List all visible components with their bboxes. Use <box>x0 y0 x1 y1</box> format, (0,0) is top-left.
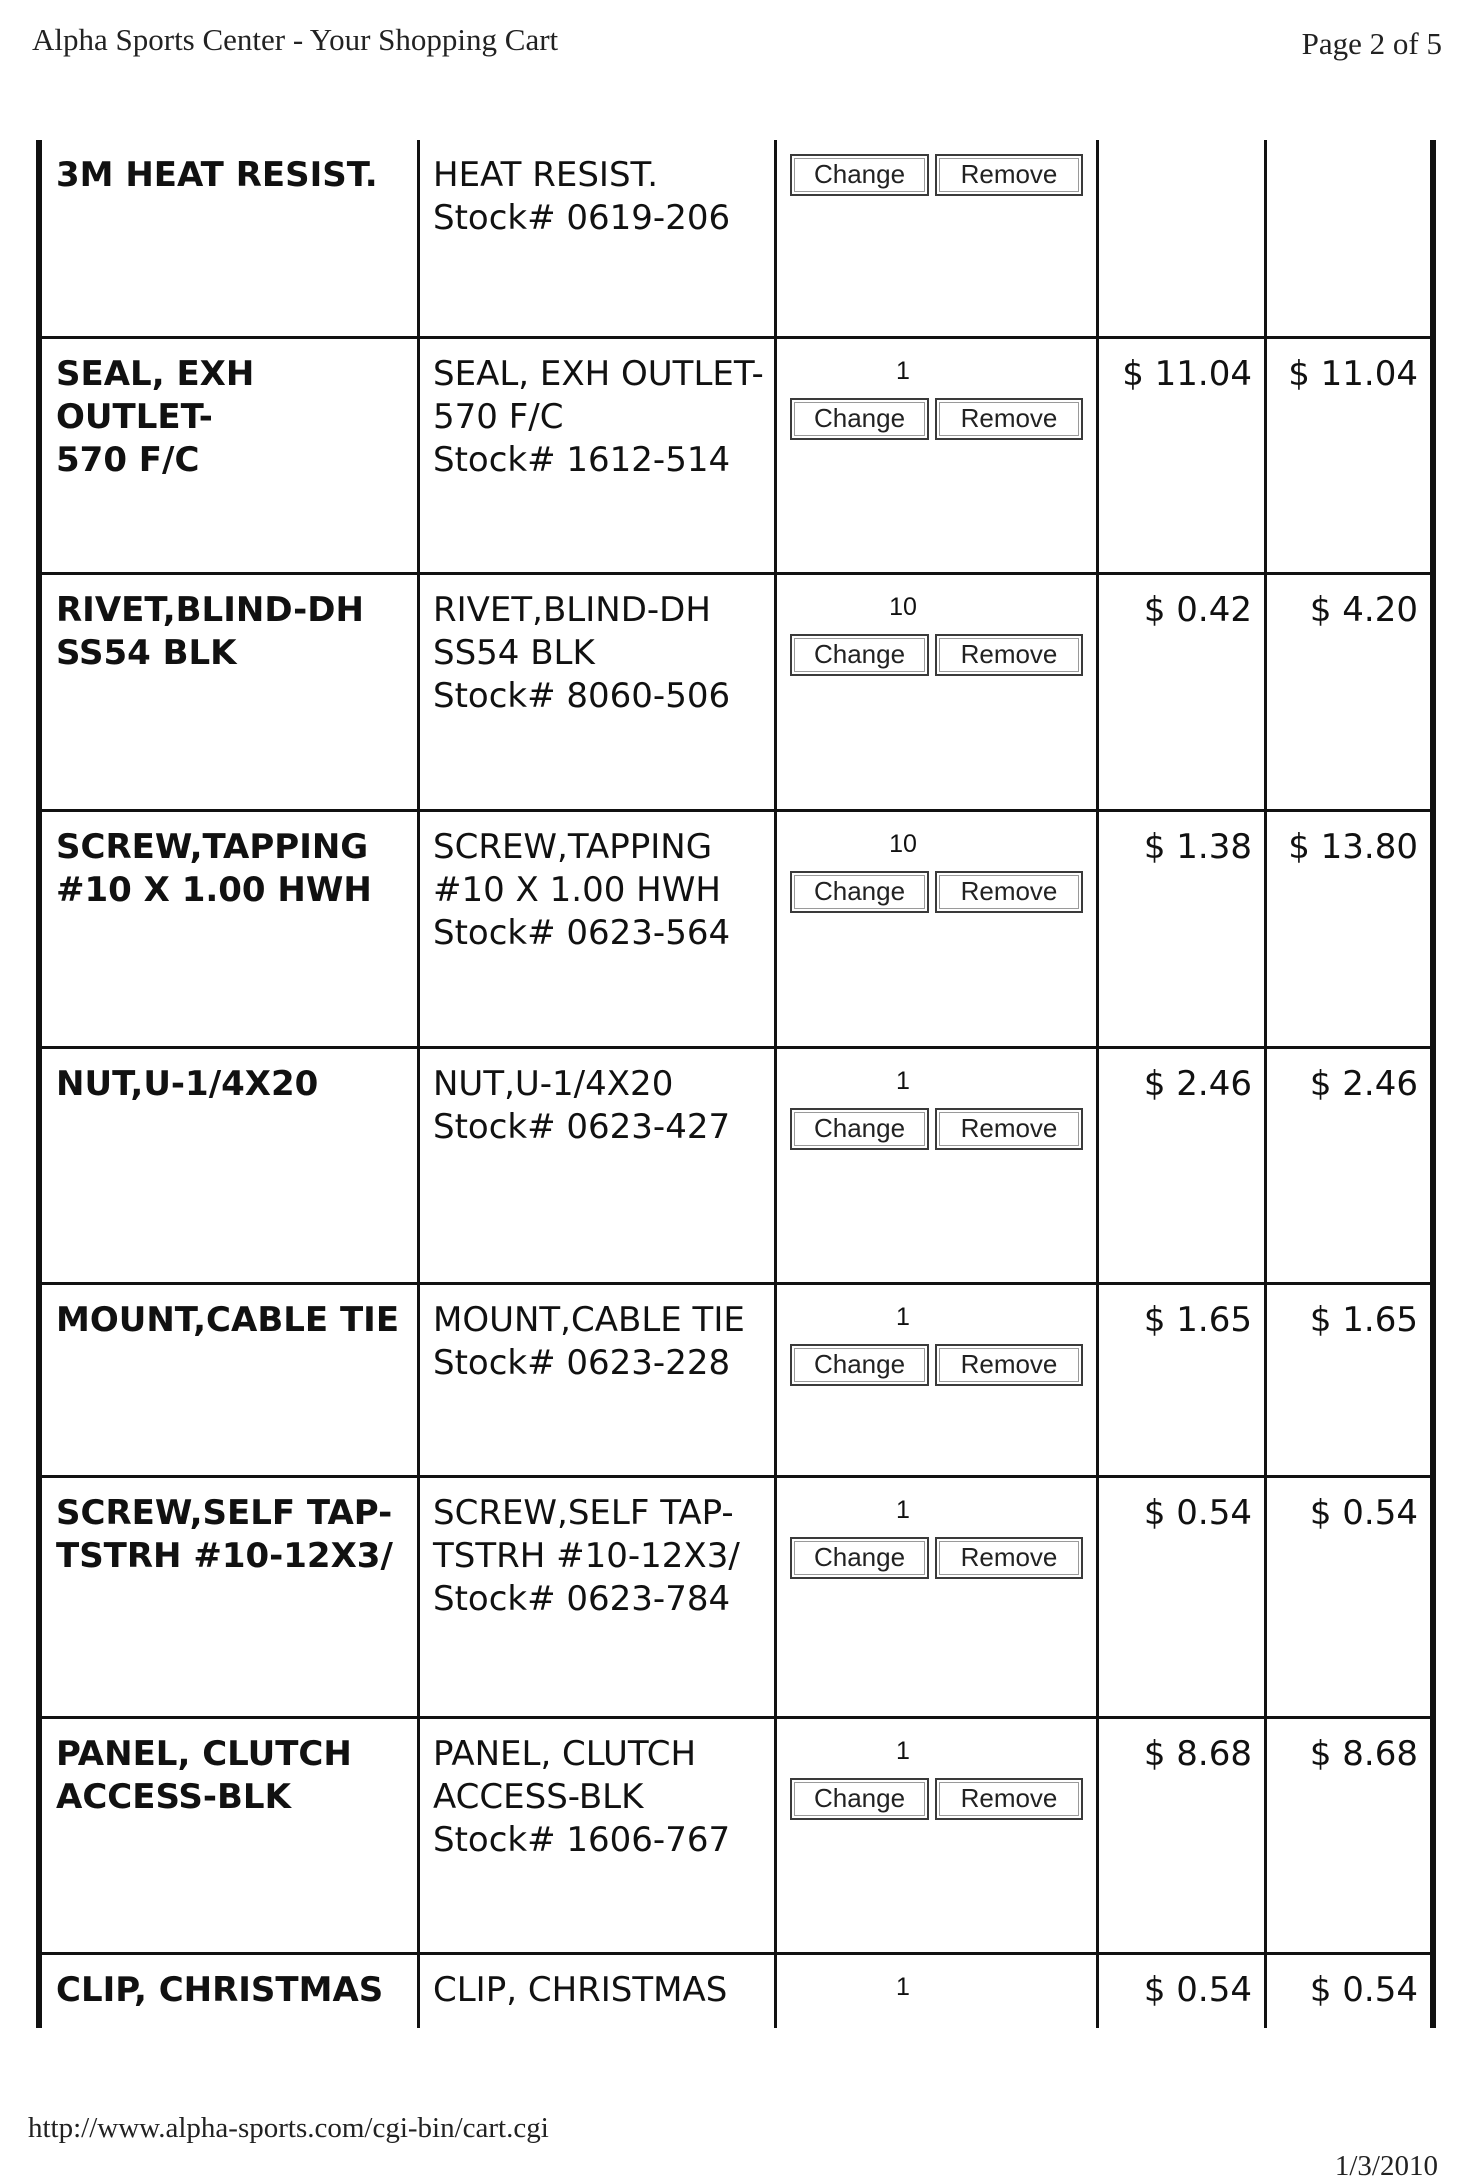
quantity-value: 1 <box>896 1496 910 1524</box>
quantity-cell <box>777 1049 1099 1282</box>
line-total-cell <box>1267 812 1430 1046</box>
item-name: PANEL, CLUTCH ACCESS-BLK <box>56 1734 352 1817</box>
line-total-cell <box>1267 1478 1430 1716</box>
line-total: $ 1.65 <box>1309 1300 1418 1340</box>
item-name-cell <box>42 812 420 1046</box>
change-button[interactable]: Change <box>790 1344 929 1386</box>
item-actions <box>790 871 1083 913</box>
quantity-cell <box>777 812 1099 1046</box>
item-description-block <box>433 1733 773 1862</box>
item-description: CLIP, CHRISTMAS <box>433 1970 728 2010</box>
unit-price: $ 8.68 <box>1143 1734 1252 1774</box>
line-total-cell <box>1267 339 1430 572</box>
quantity-value: 10 <box>889 593 917 621</box>
item-name: CLIP, CHRISTMAS <box>56 1970 384 2010</box>
table-row <box>42 1716 1430 1952</box>
item-description: HEAT RESIST. <box>433 155 659 195</box>
remove-button[interactable]: Remove <box>935 398 1083 440</box>
item-name: MOUNT,CABLE TIE <box>56 1300 400 1340</box>
change-button[interactable]: Change <box>790 1108 929 1150</box>
unit-price-cell <box>1099 140 1267 336</box>
remove-button[interactable]: Remove <box>935 634 1083 676</box>
table-row <box>42 1952 1430 2028</box>
item-description-block <box>433 589 773 718</box>
table-row <box>42 1475 1430 1716</box>
item-description-cell <box>420 1049 777 1282</box>
item-description: PANEL, CLUTCH ACCESS-BLK <box>433 1734 697 1817</box>
unit-price-cell <box>1099 339 1267 572</box>
item-actions <box>790 398 1083 440</box>
item-description-block <box>433 353 773 482</box>
item-description-cell <box>420 812 777 1046</box>
change-button[interactable]: Change <box>790 1778 929 1820</box>
unit-price: $ 0.42 <box>1143 590 1252 630</box>
item-description-block <box>433 154 773 240</box>
line-total-cell <box>1267 1049 1430 1282</box>
table-row <box>42 1282 1430 1475</box>
item-name-cell <box>42 575 420 809</box>
quantity-cell <box>777 1955 1099 2028</box>
stock-number: Stock# 1606-767 <box>433 1820 731 1860</box>
quantity-cell <box>777 1285 1099 1475</box>
table-row <box>42 336 1430 572</box>
item-name-cell <box>42 1049 420 1282</box>
item-name-cell <box>42 1285 420 1475</box>
remove-button[interactable]: Remove <box>935 154 1083 196</box>
item-description-cell <box>420 1955 777 2028</box>
remove-button[interactable]: Remove <box>935 871 1083 913</box>
table-row <box>42 809 1430 1046</box>
change-button[interactable]: Change <box>790 154 929 196</box>
quantity-value: 1 <box>896 1737 910 1765</box>
item-description-cell <box>420 339 777 572</box>
item-name: SCREW,TAPPING #10 X 1.00 HWH <box>56 827 372 910</box>
line-total-cell <box>1267 140 1430 336</box>
unit-price: $ 2.46 <box>1143 1064 1252 1104</box>
page-indicator: Page 2 of 5 <box>1301 26 1442 61</box>
line-total: $ 2.46 <box>1309 1064 1418 1104</box>
item-description-cell <box>420 1285 777 1475</box>
unit-price: $ 1.38 <box>1143 827 1252 867</box>
unit-price: $ 0.54 <box>1143 1970 1252 2010</box>
cart-table <box>36 140 1436 2028</box>
item-name-cell <box>42 1719 420 1952</box>
table-row <box>42 572 1430 809</box>
item-actions <box>790 1537 1083 1579</box>
quantity-value: 10 <box>889 830 917 858</box>
item-description-block <box>433 1063 773 1149</box>
print-footer-url: http://www.alpha-sports.com/cgi-bin/cart.cgi <box>28 2112 549 2144</box>
item-actions <box>790 634 1083 676</box>
item-name: SEAL, EXH OUTLET- 570 F/C <box>56 354 255 480</box>
item-name-cell <box>42 140 420 336</box>
line-total: $ 0.54 <box>1309 1970 1418 2010</box>
quantity-cell <box>777 339 1099 572</box>
stock-number: Stock# 0623-784 <box>433 1579 731 1619</box>
line-total: $ 11.04 <box>1288 354 1418 394</box>
unit-price-cell <box>1099 575 1267 809</box>
item-name: RIVET,BLIND-DH SS54 BLK <box>56 590 364 673</box>
stock-number: Stock# 0619-206 <box>433 198 731 238</box>
remove-button[interactable]: Remove <box>935 1537 1083 1579</box>
line-total: $ 13.80 <box>1288 827 1418 867</box>
table-row <box>42 1046 1430 1282</box>
item-name: 3M HEAT RESIST. <box>56 155 378 195</box>
item-description-block <box>433 1969 773 2012</box>
item-description-block <box>433 1299 773 1385</box>
line-total-cell <box>1267 1955 1430 2028</box>
item-description-block <box>433 1492 773 1621</box>
unit-price-cell <box>1099 1955 1267 2028</box>
unit-price: $ 0.54 <box>1143 1493 1252 1533</box>
quantity-cell <box>777 575 1099 809</box>
line-total: $ 0.54 <box>1309 1493 1418 1533</box>
stock-number: Stock# 0623-228 <box>433 1343 731 1383</box>
unit-price-cell <box>1099 1478 1267 1716</box>
item-description-cell <box>420 1719 777 1952</box>
item-actions <box>790 1108 1083 1150</box>
unit-price: $ 1.65 <box>1143 1300 1252 1340</box>
item-description-cell <box>420 140 777 336</box>
item-description: NUT,U-1/4X20 <box>433 1064 674 1104</box>
stock-number: Stock# 8060-506 <box>433 676 731 716</box>
line-total-cell <box>1267 1285 1430 1475</box>
item-actions <box>790 1778 1083 1820</box>
item-description-cell <box>420 575 777 809</box>
unit-price: $ 11.04 <box>1122 354 1252 394</box>
unit-price-cell <box>1099 812 1267 1046</box>
print-header-title: Alpha Sports Center - Your Shopping Cart <box>32 22 559 57</box>
stock-number: Stock# 0623-427 <box>433 1107 731 1147</box>
item-actions <box>790 154 1083 196</box>
item-description-cell <box>420 1478 777 1716</box>
line-total-cell <box>1267 575 1430 809</box>
line-total: $ 8.68 <box>1309 1734 1418 1774</box>
line-total: $ 4.20 <box>1309 590 1418 630</box>
change-button[interactable]: Change <box>790 871 929 913</box>
item-name: NUT,U-1/4X20 <box>56 1064 319 1104</box>
quantity-cell <box>777 1478 1099 1716</box>
quantity-value: 1 <box>896 1973 910 2001</box>
change-button[interactable]: Change <box>790 398 929 440</box>
quantity-value: 1 <box>896 357 910 385</box>
stock-number: Stock# 1612-514 <box>433 440 731 480</box>
remove-button[interactable]: Remove <box>935 1108 1083 1150</box>
item-name-cell <box>42 1955 420 2028</box>
quantity-value: 1 <box>896 1303 910 1331</box>
item-name: SCREW,SELF TAP- TSTRH #10-12X3/ <box>56 1493 393 1576</box>
item-description: SCREW,SELF TAP- TSTRH #10-12X3/ <box>433 1493 740 1576</box>
item-description: RIVET,BLIND-DH SS54 BLK <box>433 590 711 673</box>
item-description: SCREW,TAPPING #10 X 1.00 HWH <box>433 827 721 910</box>
change-button[interactable]: Change <box>790 1537 929 1579</box>
quantity-cell <box>777 1719 1099 1952</box>
quantity-cell <box>777 140 1099 336</box>
remove-button[interactable]: Remove <box>935 1344 1083 1386</box>
item-actions <box>790 1344 1083 1386</box>
unit-price-cell <box>1099 1285 1267 1475</box>
unit-price-cell <box>1099 1049 1267 1282</box>
line-total-cell <box>1267 1719 1430 1952</box>
remove-button[interactable]: Remove <box>935 1778 1083 1820</box>
stock-number: Stock# 0623-564 <box>433 913 731 953</box>
table-row <box>42 140 1430 336</box>
change-button[interactable]: Change <box>790 634 929 676</box>
item-description: MOUNT,CABLE TIE <box>433 1300 745 1340</box>
item-description-block <box>433 826 773 955</box>
print-footer-date: 1/3/2010 <box>1334 2150 1438 2182</box>
item-name-cell <box>42 339 420 572</box>
item-name-cell <box>42 1478 420 1716</box>
unit-price-cell <box>1099 1719 1267 1952</box>
item-description: SEAL, EXH OUTLET- 570 F/C <box>433 354 764 437</box>
quantity-value: 1 <box>896 1067 910 1095</box>
